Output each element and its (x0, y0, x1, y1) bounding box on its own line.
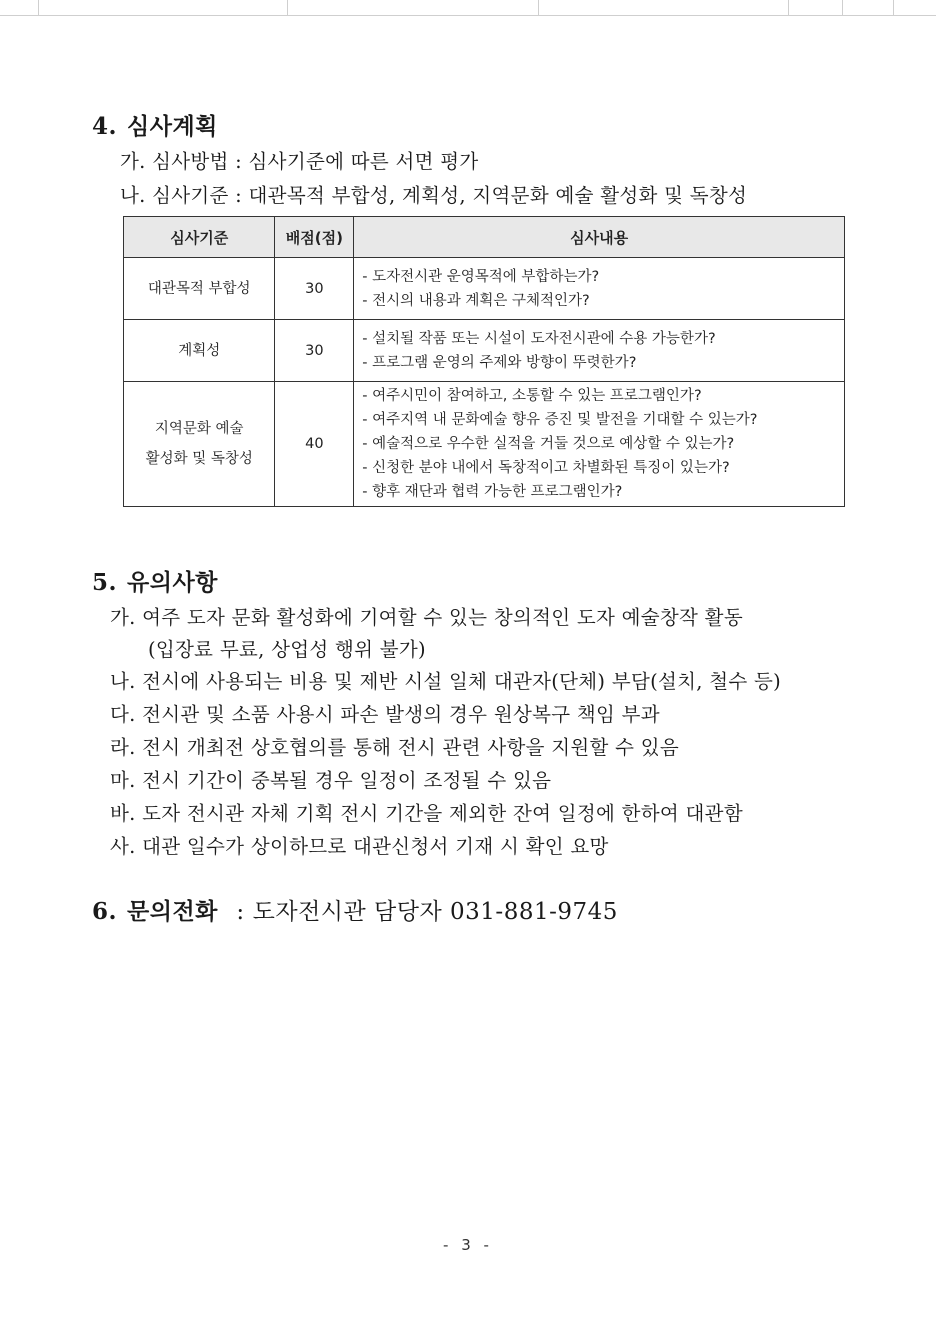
content-cell (354, 320, 845, 382)
score-cell: 30 (275, 320, 354, 382)
section-5-item: 사. 대관 일수가 상이하므로 대관신청서 기재 시 확인 요망 (110, 835, 609, 858)
criterion-label: 지역문화 예술 (154, 421, 244, 437)
section-5-heading (92, 564, 218, 597)
section-5-item: 가. 여주 도자 문화 활성화에 기여할 수 있는 창의적인 도자 예술창작 활동 (110, 606, 743, 629)
content-item: - 프로그램 운영의 주제와 방향이 뚜렷한가? (362, 354, 637, 371)
section-4-item: 가. 심사방법 : 심사기준에 따른 서면 평가 (120, 150, 479, 173)
section-6-heading (92, 893, 618, 926)
criterion-label: 대관목적 부합성 (147, 280, 251, 297)
criteria-table (123, 216, 845, 507)
section-title: 심사계획 (127, 113, 218, 140)
table-row (124, 320, 845, 382)
score-cell: 30 (275, 258, 354, 320)
section-title: 문의전화 (127, 898, 218, 925)
content-item: - 향후 재단과 협력 가능한 프로그램인가? (362, 484, 623, 500)
page-number-footer (0, 1236, 936, 1254)
section-5-item: 라. 전시 개최전 상호협의를 통해 전시 관련 사항을 지원할 수 있음 (110, 736, 680, 759)
content-item: - 신청한 분야 내에서 독창적이고 차별화된 특징이 있는가? (362, 460, 730, 476)
section-5-item: 마. 전시 기간이 중복될 경우 일정이 조정될 수 있음 (110, 769, 552, 792)
section-5-item: 나. 전시에 사용되는 비용 및 제반 시설 일체 대관자(단체) 부담(설치, 철수 등) (110, 670, 782, 693)
table-header: 심사내용 (354, 217, 845, 258)
content-item: - 예술적으로 우수한 실적을 거둘 것으로 예상할 수 있는가? (362, 436, 735, 452)
section-5-item-continuation: (입장료 무료, 상업성 행위 불가) (148, 638, 426, 661)
content-cell (354, 258, 845, 320)
content-item: - 설치될 작품 또는 시설이 도자전시관에 수용 가능한가? (362, 330, 716, 347)
section-5-item: 다. 전시관 및 소품 사용시 파손 발생의 경우 원상복구 책임 부과 (110, 703, 660, 726)
section-title: 유의사항 (127, 569, 218, 596)
section-number: 4. (92, 113, 118, 140)
table-row (124, 258, 845, 320)
content-item: - 도자전시관 운영목적에 부합하는가? (362, 268, 600, 285)
section-number: 5. (92, 569, 118, 596)
table-header-row (124, 217, 845, 258)
section-number: 6. (92, 898, 118, 925)
section-5-item: 바. 도자 전시관 자체 기획 전시 기간을 제외한 잔여 일정에 한하여 대관함 (110, 802, 743, 825)
contact-info: 도자전시관 담당자 031-881-9745 (252, 899, 618, 925)
table-header: 심사기준 (124, 217, 275, 258)
criterion-cell (124, 258, 275, 320)
content-item: - 전시의 내용과 계획은 구체적인가? (362, 292, 590, 309)
section-4-heading (92, 108, 218, 141)
criterion-cell (124, 382, 275, 507)
table-header: 배점(점) (275, 217, 354, 258)
criterion-label: 계획성 (178, 342, 221, 359)
colon-separator: : (236, 899, 245, 925)
criterion-label: 활성화 및 독창성 (145, 451, 253, 467)
content-cell (354, 382, 845, 507)
criterion-cell (124, 320, 275, 382)
content-item: - 여주지역 내 문화예술 향유 증진 및 발전을 기대할 수 있는가? (362, 412, 758, 428)
page-number: - 3 - (443, 1236, 493, 1254)
table-row (124, 382, 845, 507)
section-4-item: 나. 심사기준 : 대관목적 부합성, 계획성, 지역문화 예술 활성화 및 독창성 (120, 184, 748, 207)
content-item: - 여주시민이 참여하고, 소통할 수 있는 프로그램인가? (362, 388, 702, 404)
score-cell: 40 (275, 382, 354, 507)
